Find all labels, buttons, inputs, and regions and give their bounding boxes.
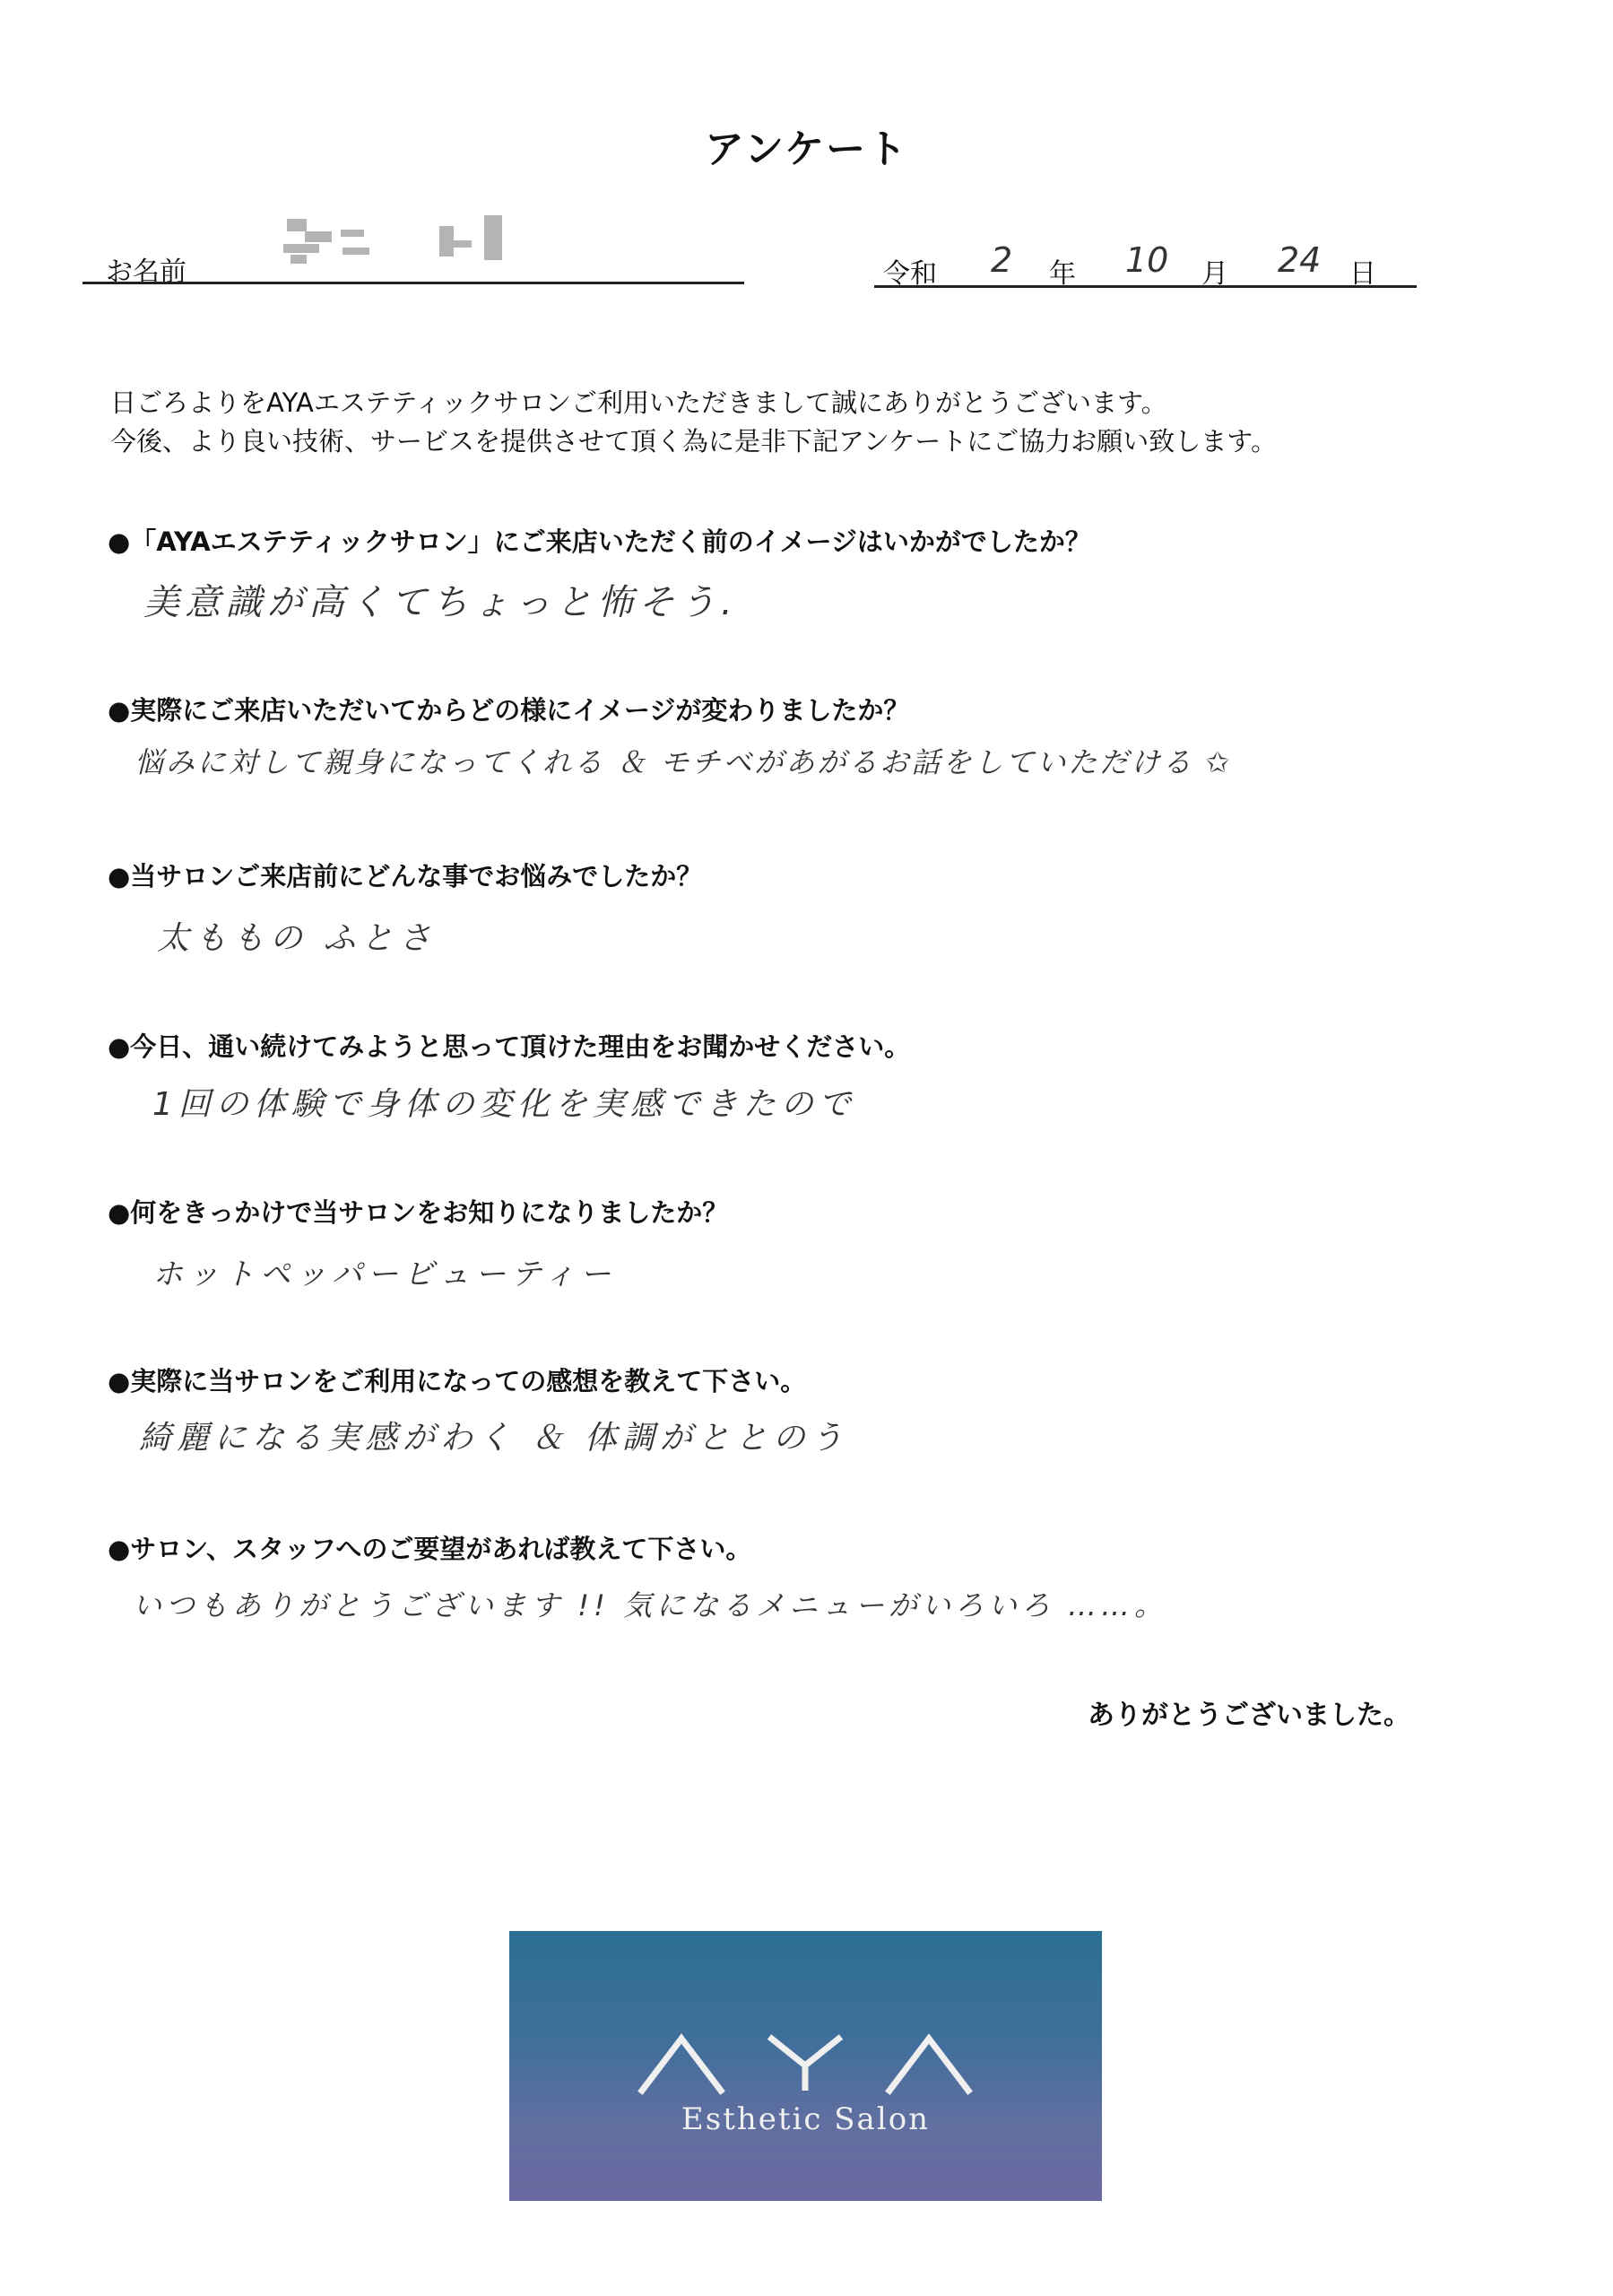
date-month-unit: 月 <box>1201 258 1228 290</box>
question-4: ●今日、通い続けてみようと思って頂けた理由をお聞かせください。 <box>108 1031 911 1062</box>
logo-subtitle: Esthetic Salon <box>681 2101 931 2137</box>
question-7: ●サロン、スタッフへのご要望があれば教えて下さい。 <box>108 1534 752 1564</box>
date-year: 2 <box>991 240 1013 280</box>
redacted-name <box>278 213 520 267</box>
date-day-unit: 日 <box>1349 258 1376 290</box>
date-era: 令和 <box>883 258 937 290</box>
intro-text <box>110 384 1277 461</box>
answer-4: 1回の体験で身体の変化を実感できたので <box>152 1086 856 1123</box>
date-underline <box>874 285 1417 288</box>
answer-3: 太ももの ふとさ <box>157 920 437 957</box>
aya-logo-mark <box>509 1931 1102 2201</box>
date-year-unit: 年 <box>1049 258 1076 290</box>
question-1: ●「AYAエステティックサロン」にご来店いただく前のイメージはいかがでしたか？ <box>108 526 1091 557</box>
question-3: ●当サロンご来店前にどんな事でお悩みでしたか？ <box>108 861 703 891</box>
question-2: ●実際にご来店いただいてからどの様にイメージが変わりましたか？ <box>108 695 910 726</box>
name-underline <box>82 282 744 284</box>
answer-1: 美意識が高くてちょっと怖そう. <box>143 582 738 623</box>
page-title: アンケート <box>704 126 909 172</box>
question-5: ●何をきっかけで当サロンをお知りになりましたか？ <box>108 1197 729 1228</box>
answer-6: 綺麗になる実感がわく ＆ 体調がととのう <box>139 1420 848 1457</box>
closing-text: ありがとうございました。 <box>1088 1700 1410 1731</box>
intro-line: 日ごろよりをAYAエステティックサロンご利用いただきまして誠にありがとうございます。 <box>110 387 1167 418</box>
answer-2: 悩みに対して親身になってくれる ＆ モチベがあがるお話をしていただける ✩ <box>134 745 1233 779</box>
question-6: ●実際に当サロンをご利用になっての感想を教えて下さい。 <box>108 1366 807 1396</box>
date-day: 24 <box>1278 240 1322 280</box>
aya-logo <box>509 1931 1102 2201</box>
intro-line: 今後、より良い技術、サービスを提供させて頂く為に是非下記アンケートにご協力お願い致します。 <box>110 426 1277 457</box>
answer-5: ホットペッパービューティー <box>152 1257 617 1292</box>
date-month: 10 <box>1125 240 1169 280</box>
name-label: お名前 <box>106 257 186 288</box>
answer-7: いつもありがとうございます !! 気になるメニューがいろいろ ……。 <box>133 1588 1168 1622</box>
